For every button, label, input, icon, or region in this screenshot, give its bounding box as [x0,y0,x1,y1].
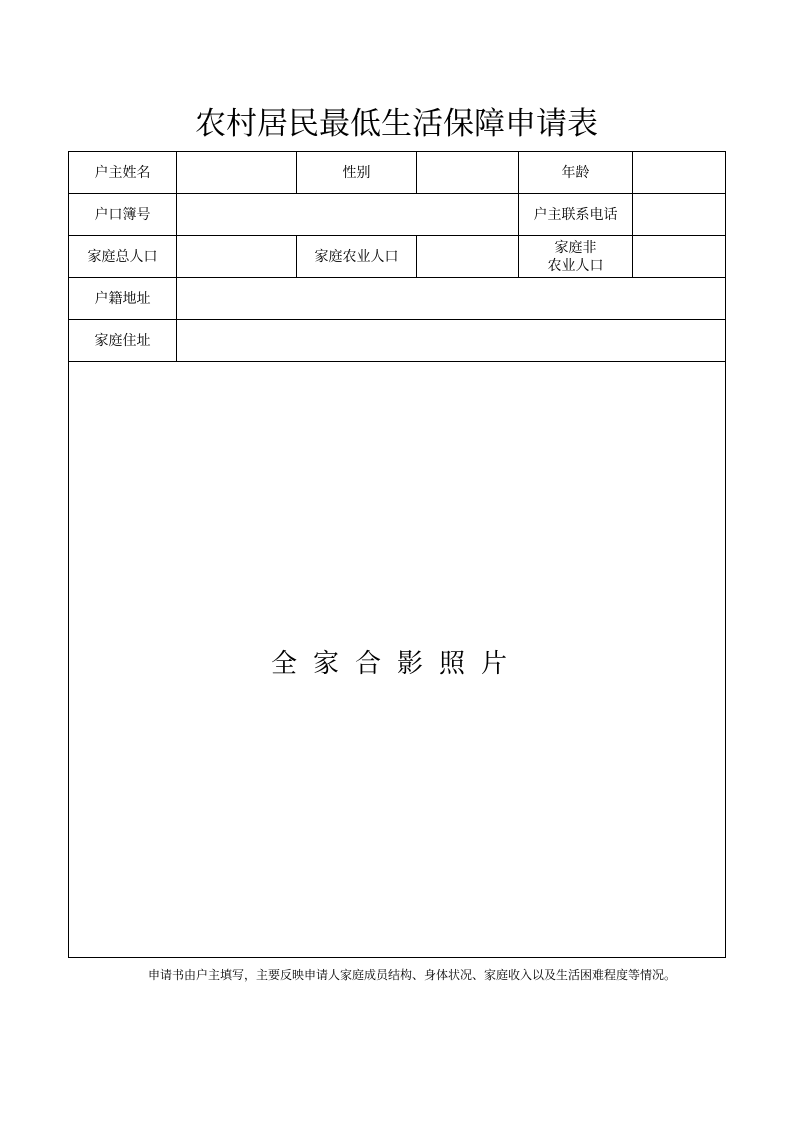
non-agricultural-label-line2: 农业人口 [547,257,604,274]
agricultural-population-label: 家庭农业人口 [297,236,417,278]
age-label: 年龄 [519,152,633,194]
family-photo-area[interactable] [69,362,726,958]
phone-field[interactable] [633,194,726,236]
residence-address-field[interactable] [177,320,726,362]
filling-instructions-note: 申请书由户主填写，主要反映申请人家庭成员结构、身体状况、家庭收入以及生活困难程度等情况。 [148,968,677,982]
family-photo-label: 全家合影照片 [270,648,523,679]
residence-address-label: 家庭住址 [69,320,177,362]
non-agricultural-population-label [519,236,633,278]
form-row-basic-info [69,152,726,194]
page-title: 农村居民最低生活保障申请表 [195,106,598,142]
gender-label: 性别 [297,152,417,194]
register-number-label: 户口簿号 [69,194,177,236]
householder-name-field[interactable] [177,152,297,194]
form-row-register [69,194,726,236]
non-agricultural-population-field[interactable] [633,236,726,278]
total-population-label: 家庭总人口 [69,236,177,278]
form-row-photo [69,362,726,958]
registered-address-field[interactable] [177,278,726,320]
non-agricultural-label-line1: 家庭非 [554,239,597,256]
age-field[interactable] [633,152,726,194]
form-row-population [69,236,726,278]
form-row-residence-address [69,320,726,362]
register-number-field[interactable] [177,194,519,236]
application-form-table [68,151,726,958]
gender-field[interactable] [417,152,519,194]
form-row-registered-address [69,278,726,320]
total-population-field[interactable] [177,236,297,278]
householder-name-label: 户主姓名 [69,152,177,194]
phone-label: 户主联系电话 [519,194,633,236]
registered-address-label: 户籍地址 [69,278,177,320]
agricultural-population-field[interactable] [417,236,519,278]
